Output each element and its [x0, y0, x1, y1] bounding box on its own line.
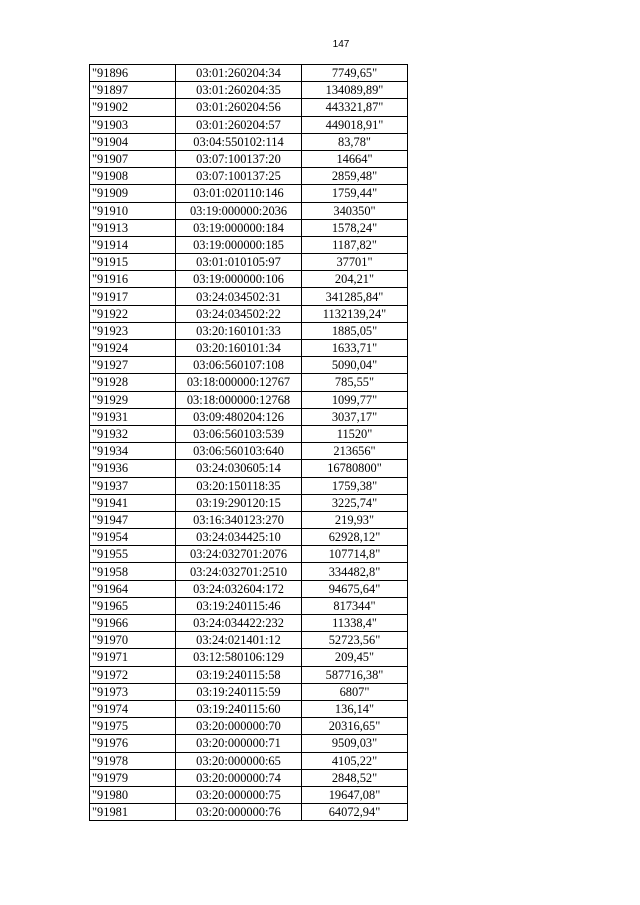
value-cell: 7749,65" [302, 65, 408, 82]
table-row [90, 529, 408, 546]
value-cell: 449018,91" [302, 116, 408, 133]
table-row [90, 804, 408, 821]
value-cell: 11338,4" [302, 615, 408, 632]
cadastral-number-cell: 03:01:020110:146 [176, 185, 302, 202]
value-cell: 62928,12" [302, 529, 408, 546]
value-cell: 134089,89" [302, 82, 408, 99]
table-row [90, 477, 408, 494]
cadastral-number-cell: 03:20:000000:70 [176, 718, 302, 735]
table-row [90, 632, 408, 649]
table-row [90, 99, 408, 116]
cadastral-number-cell: 03:20:150118:35 [176, 477, 302, 494]
value-cell: 213656" [302, 443, 408, 460]
cadastral-number-cell: 03:20:000000:65 [176, 752, 302, 769]
value-cell: 5090,04" [302, 357, 408, 374]
value-cell: 4105,22" [302, 752, 408, 769]
value-cell: 2859,48" [302, 168, 408, 185]
table-row [90, 580, 408, 597]
value-cell: 1633,71" [302, 340, 408, 357]
page-number: 147 [332, 39, 350, 50]
record-id-cell: "91958 [90, 563, 176, 580]
table-row [90, 219, 408, 236]
value-cell: 107714,8" [302, 546, 408, 563]
registry-table [89, 64, 408, 821]
record-id-cell: "91909 [90, 185, 176, 202]
value-cell: 9509,03" [302, 735, 408, 752]
cadastral-number-cell: 03:24:034502:22 [176, 305, 302, 322]
record-id-cell: "91954 [90, 529, 176, 546]
value-cell: 16780800" [302, 460, 408, 477]
cadastral-number-cell: 03:01:260204:57 [176, 116, 302, 133]
table-row [90, 597, 408, 614]
cadastral-number-cell: 03:24:021401:12 [176, 632, 302, 649]
value-cell: 219,93" [302, 511, 408, 528]
record-id-cell: "91896 [90, 65, 176, 82]
table-row [90, 271, 408, 288]
value-cell: 209,45" [302, 649, 408, 666]
cadastral-number-cell: 03:07:100137:25 [176, 168, 302, 185]
cadastral-number-cell: 03:18:000000:12768 [176, 391, 302, 408]
value-cell: 1187,82" [302, 236, 408, 253]
cadastral-number-cell: 03:24:030605:14 [176, 460, 302, 477]
record-id-cell: "91916 [90, 271, 176, 288]
record-id-cell: "91974 [90, 700, 176, 717]
record-id-cell: "91932 [90, 425, 176, 442]
cadastral-number-cell: 03:19:240115:60 [176, 700, 302, 717]
cadastral-number-cell: 03:19:240115:58 [176, 666, 302, 683]
record-id-cell: "91928 [90, 374, 176, 391]
value-cell: 1099,77" [302, 391, 408, 408]
table-row [90, 150, 408, 167]
table-row [90, 425, 408, 442]
table-row [90, 494, 408, 511]
record-id-cell: "91970 [90, 632, 176, 649]
record-id-cell: "91914 [90, 236, 176, 253]
table-row [90, 254, 408, 271]
value-cell: 334482,8" [302, 563, 408, 580]
table-row [90, 752, 408, 769]
value-cell: 443321,87" [302, 99, 408, 116]
record-id-cell: "91924 [90, 340, 176, 357]
record-id-cell: "91908 [90, 168, 176, 185]
table-row [90, 718, 408, 735]
cadastral-number-cell: 03:24:034425:10 [176, 529, 302, 546]
record-id-cell: "91947 [90, 511, 176, 528]
record-id-cell: "91971 [90, 649, 176, 666]
cadastral-number-cell: 03:01:260204:35 [176, 82, 302, 99]
cadastral-number-cell: 03:20:000000:76 [176, 804, 302, 821]
table-row [90, 408, 408, 425]
record-id-cell: "91922 [90, 305, 176, 322]
table-row [90, 615, 408, 632]
cadastral-number-cell: 03:01:260204:34 [176, 65, 302, 82]
table-row [90, 443, 408, 460]
record-id-cell: "91966 [90, 615, 176, 632]
value-cell: 340350" [302, 202, 408, 219]
record-id-cell: "91913 [90, 219, 176, 236]
cadastral-number-cell: 03:19:000000:184 [176, 219, 302, 236]
record-id-cell: "91910 [90, 202, 176, 219]
table-row [90, 769, 408, 786]
record-id-cell: "91937 [90, 477, 176, 494]
value-cell: 94675,64" [302, 580, 408, 597]
record-id-cell: "91980 [90, 786, 176, 803]
record-id-cell: "91927 [90, 357, 176, 374]
table-row [90, 735, 408, 752]
record-id-cell: "91929 [90, 391, 176, 408]
table-row [90, 546, 408, 563]
record-id-cell: "91965 [90, 597, 176, 614]
cadastral-number-cell: 03:20:000000:74 [176, 769, 302, 786]
table-row [90, 116, 408, 133]
record-id-cell: "91973 [90, 683, 176, 700]
record-id-cell: "91978 [90, 752, 176, 769]
cadastral-number-cell: 03:06:560107:108 [176, 357, 302, 374]
value-cell: 341285,84" [302, 288, 408, 305]
record-id-cell: "91979 [90, 769, 176, 786]
cadastral-number-cell: 03:20:160101:34 [176, 340, 302, 357]
cadastral-number-cell: 03:04:550102:114 [176, 133, 302, 150]
record-id-cell: "91955 [90, 546, 176, 563]
table-row [90, 322, 408, 339]
table-row [90, 391, 408, 408]
table-row [90, 700, 408, 717]
cadastral-number-cell: 03:20:160101:33 [176, 322, 302, 339]
table-row [90, 374, 408, 391]
table-row [90, 133, 408, 150]
cadastral-number-cell: 03:19:000000:106 [176, 271, 302, 288]
cadastral-number-cell: 03:12:580106:129 [176, 649, 302, 666]
value-cell: 817344" [302, 597, 408, 614]
value-cell: 11520" [302, 425, 408, 442]
table-row [90, 305, 408, 322]
record-id-cell: "91931 [90, 408, 176, 425]
table-row [90, 82, 408, 99]
value-cell: 587716,38" [302, 666, 408, 683]
value-cell: 1885,05" [302, 322, 408, 339]
table-row [90, 683, 408, 700]
value-cell: 1759,44" [302, 185, 408, 202]
table-row [90, 202, 408, 219]
cadastral-number-cell: 03:20:000000:71 [176, 735, 302, 752]
record-id-cell: "91941 [90, 494, 176, 511]
record-id-cell: "91904 [90, 133, 176, 150]
record-id-cell: "91975 [90, 718, 176, 735]
value-cell: 37701" [302, 254, 408, 271]
table-row [90, 563, 408, 580]
cadastral-number-cell: 03:19:240115:46 [176, 597, 302, 614]
value-cell: 1578,24" [302, 219, 408, 236]
cadastral-number-cell: 03:24:034502:31 [176, 288, 302, 305]
value-cell: 64072,94" [302, 804, 408, 821]
value-cell: 785,55" [302, 374, 408, 391]
cadastral-number-cell: 03:19:000000:2036 [176, 202, 302, 219]
table-row [90, 65, 408, 82]
value-cell: 136,14" [302, 700, 408, 717]
value-cell: 204,21" [302, 271, 408, 288]
table-row [90, 185, 408, 202]
table-row [90, 786, 408, 803]
table-row [90, 340, 408, 357]
table-row [90, 288, 408, 305]
cadastral-number-cell: 03:19:000000:185 [176, 236, 302, 253]
table-body [90, 65, 408, 821]
record-id-cell: "91902 [90, 99, 176, 116]
cadastral-number-cell: 03:16:340123:270 [176, 511, 302, 528]
cadastral-number-cell: 03:24:032604:172 [176, 580, 302, 597]
cadastral-number-cell: 03:06:560103:640 [176, 443, 302, 460]
cadastral-number-cell: 03:24:032701:2510 [176, 563, 302, 580]
record-id-cell: "91964 [90, 580, 176, 597]
table-row [90, 168, 408, 185]
record-id-cell: "91923 [90, 322, 176, 339]
table-row [90, 511, 408, 528]
record-id-cell: "91915 [90, 254, 176, 271]
value-cell: 1759,38" [302, 477, 408, 494]
table-row [90, 649, 408, 666]
cadastral-number-cell: 03:01:010105:97 [176, 254, 302, 271]
cadastral-number-cell: 03:24:034422:232 [176, 615, 302, 632]
record-id-cell: "91976 [90, 735, 176, 752]
cadastral-number-cell: 03:18:000000:12767 [176, 374, 302, 391]
value-cell: 20316,65" [302, 718, 408, 735]
cadastral-number-cell: 03:07:100137:20 [176, 150, 302, 167]
value-cell: 52723,56" [302, 632, 408, 649]
value-cell: 2848,52" [302, 769, 408, 786]
cadastral-number-cell: 03:09:480204:126 [176, 408, 302, 425]
cadastral-number-cell: 03:06:560103:539 [176, 425, 302, 442]
cadastral-number-cell: 03:19:240115:59 [176, 683, 302, 700]
cadastral-number-cell: 03:20:000000:75 [176, 786, 302, 803]
record-id-cell: "91917 [90, 288, 176, 305]
table-row [90, 460, 408, 477]
value-cell: 6807" [302, 683, 408, 700]
record-id-cell: "91907 [90, 150, 176, 167]
value-cell: 14664" [302, 150, 408, 167]
cadastral-number-cell: 03:01:260204:56 [176, 99, 302, 116]
record-id-cell: "91903 [90, 116, 176, 133]
record-id-cell: "91897 [90, 82, 176, 99]
record-id-cell: "91936 [90, 460, 176, 477]
table-row [90, 666, 408, 683]
value-cell: 3037,17" [302, 408, 408, 425]
record-id-cell: "91981 [90, 804, 176, 821]
record-id-cell: "91972 [90, 666, 176, 683]
cadastral-number-cell: 03:24:032701:2076 [176, 546, 302, 563]
value-cell: 83,78" [302, 133, 408, 150]
table-row [90, 236, 408, 253]
value-cell: 19647,08" [302, 786, 408, 803]
cadastral-number-cell: 03:19:290120:15 [176, 494, 302, 511]
record-id-cell: "91934 [90, 443, 176, 460]
value-cell: 1132139,24" [302, 305, 408, 322]
table-row [90, 357, 408, 374]
value-cell: 3225,74" [302, 494, 408, 511]
